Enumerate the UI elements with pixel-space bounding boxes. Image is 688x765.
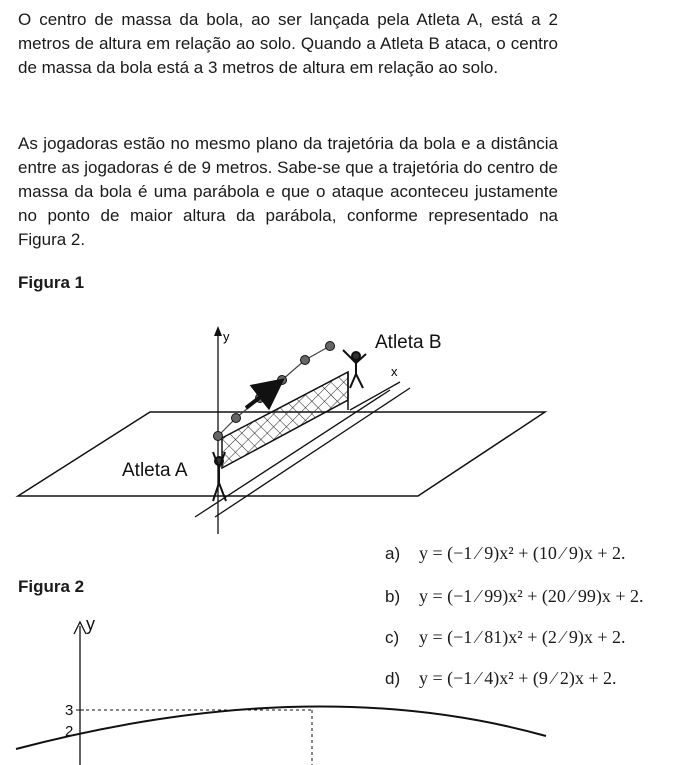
ball — [232, 414, 241, 423]
ball — [214, 432, 223, 441]
option-c-label: c) — [385, 628, 400, 647]
option-d[interactable] — [385, 668, 617, 689]
y-axis-label-fig1: y — [223, 329, 230, 344]
option-a-label: a) — [385, 544, 401, 563]
ball — [326, 342, 335, 351]
option-c[interactable] — [385, 627, 626, 648]
ball — [278, 376, 287, 385]
y-axis-label-fig2: y — [86, 614, 95, 634]
option-b[interactable] — [385, 586, 644, 607]
option-b-equation: y = (−1 ⁄ 99)x² + (20 ⁄ 99)x + 2. — [419, 586, 644, 606]
x-axis-label-fig1: x — [391, 364, 398, 379]
y-axis-arrow-fig1 — [214, 326, 222, 336]
paragraph-intro: O centro de massa da bola, ao ser lançada pela Atleta A, está a 2 metros de altura em relação ao solo. Quando a Atleta B ataca, o centro de massa da bola está a 3 metros de altura em relação ao solo. — [18, 10, 558, 77]
ball — [301, 356, 310, 365]
figure-2-title: Figura 2 — [18, 577, 85, 596]
parabola — [16, 706, 546, 749]
option-d-equation: y = (−1 ⁄ 4)x² + (9 ⁄ 2)x + 2. — [419, 668, 617, 688]
figure-1-title: Figura 1 — [18, 273, 85, 292]
tick-label-3: 3 — [65, 702, 74, 719]
athlete-a-label: Atleta A — [122, 460, 188, 481]
option-c-equation: y = (−1 ⁄ 81)x² + (2 ⁄ 9)x + 2. — [419, 627, 626, 647]
option-a-equation: y = (−1 ⁄ 9)x² + (10 ⁄ 9)x + 2. — [419, 543, 626, 563]
athlete-b-label: Atleta B — [375, 332, 442, 353]
option-b-label: b) — [385, 587, 401, 606]
figure-1 — [18, 326, 545, 534]
option-d-label: d) — [385, 669, 401, 688]
x-axis-fig1 — [350, 382, 400, 410]
paragraph-trajectory: As jogadoras estão no mesmo plano da trajetória da bola e a distância entre as jogadoras é de 9 metros. Sabe-se que a trajetória do centro de massa da bola é uma parábola e que o ataque aconteceu justamente no ponto de maior altura da parábola, conforme representado na Figura 2. — [18, 134, 558, 249]
option-a[interactable] — [385, 543, 626, 564]
net — [222, 372, 348, 468]
tick-label-2: 2 — [65, 723, 74, 740]
direction-arrow — [246, 388, 272, 408]
